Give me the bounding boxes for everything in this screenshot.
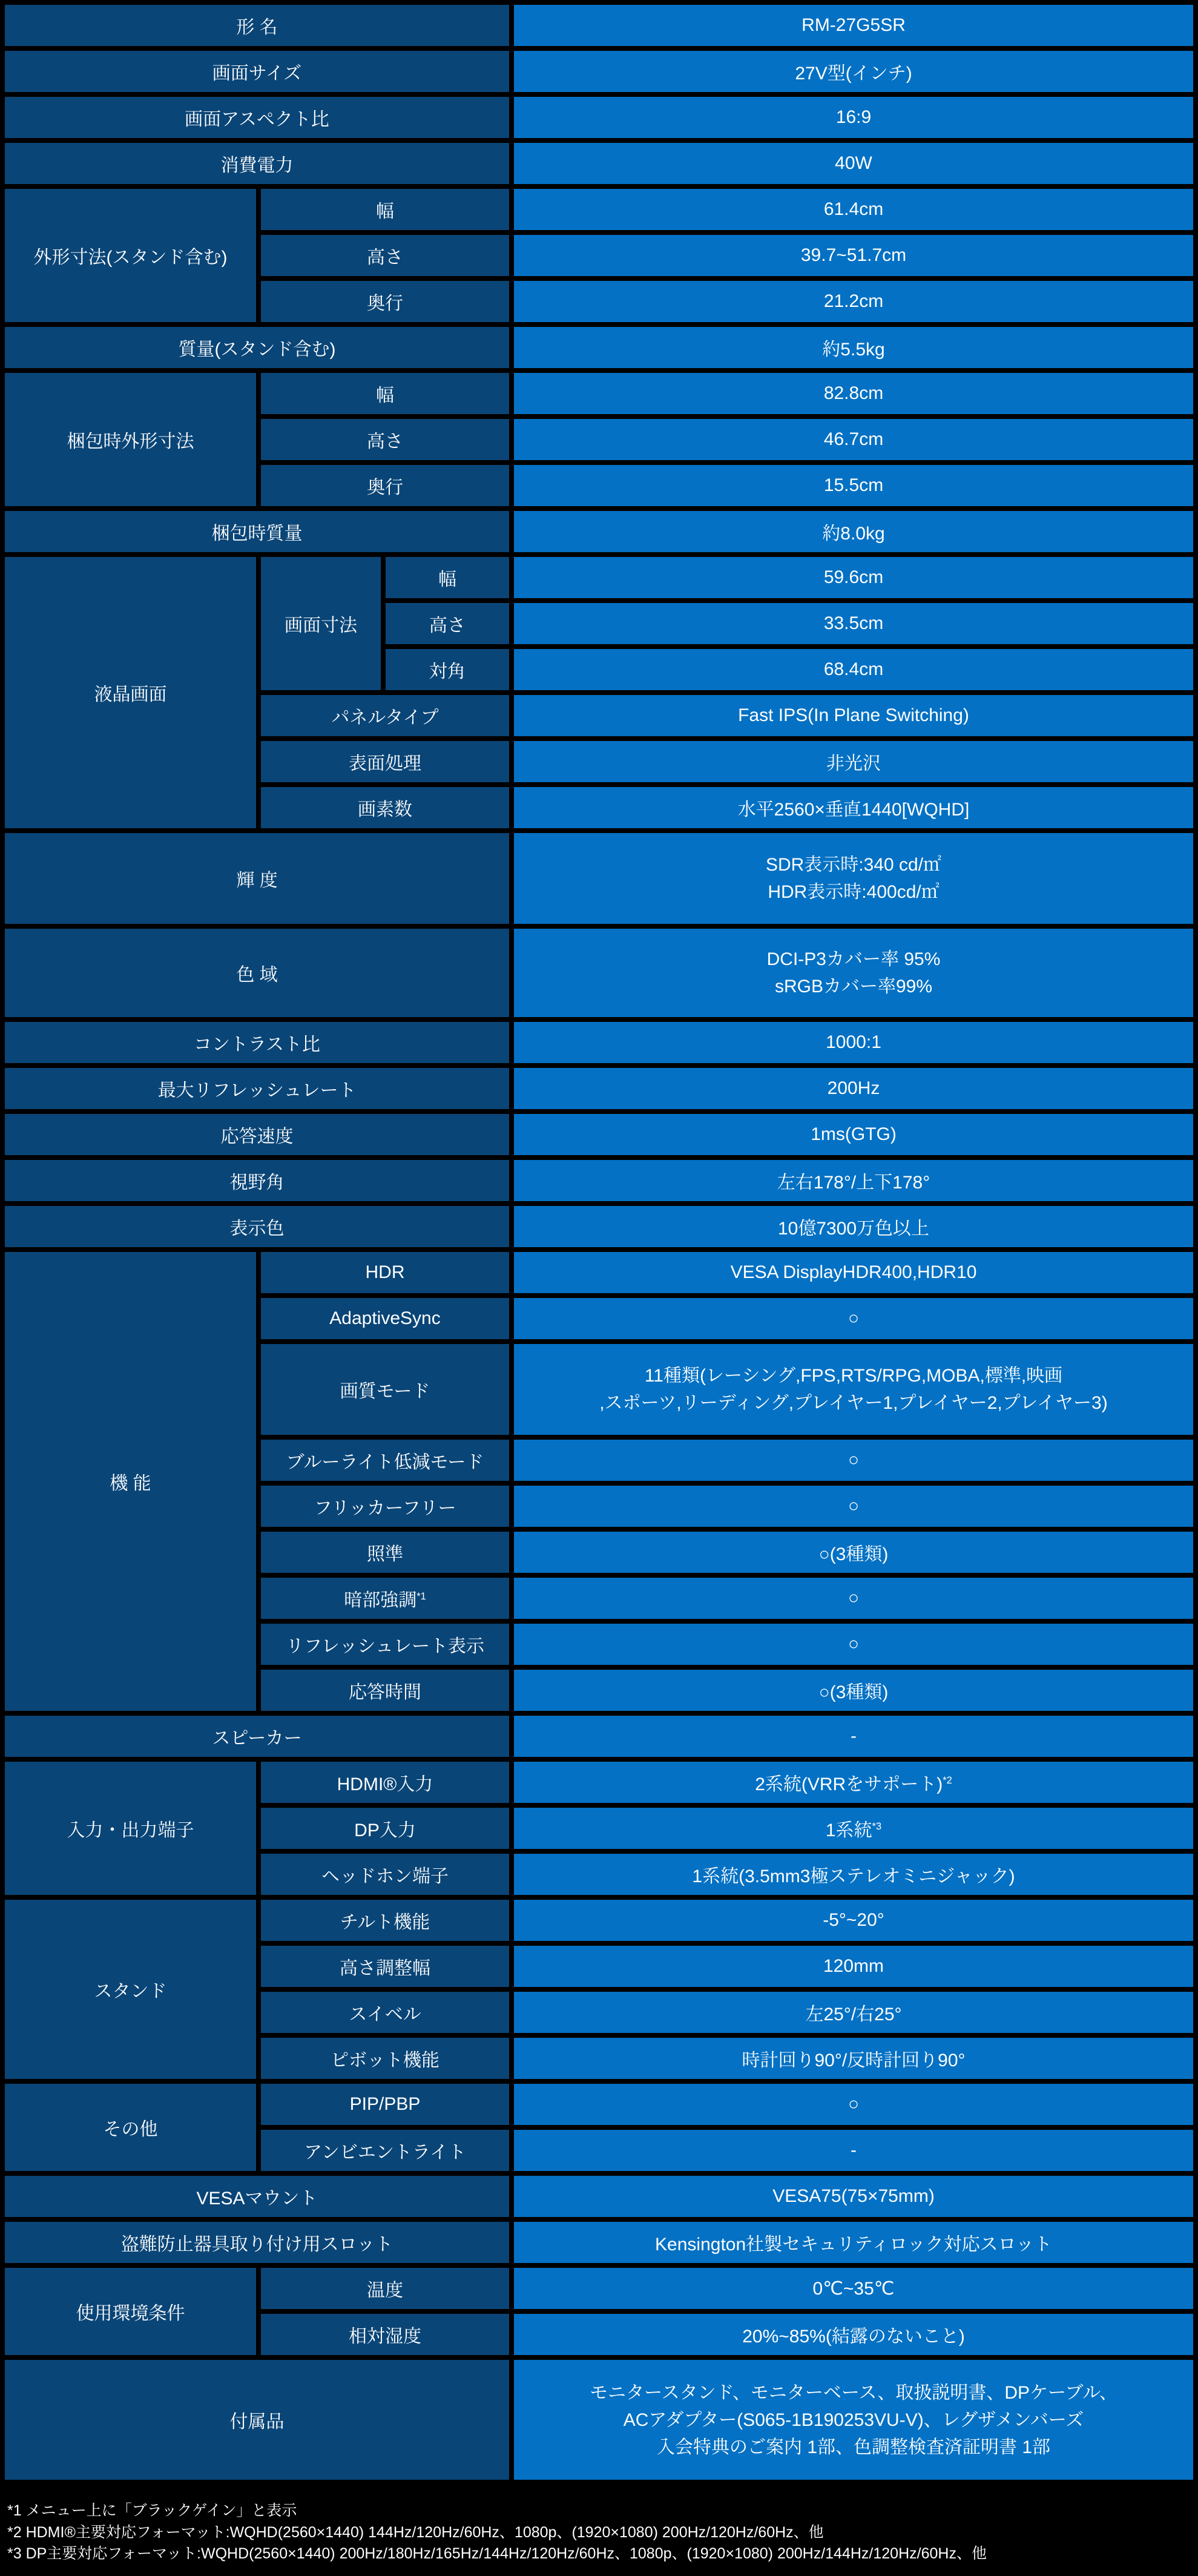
spec-label-cell: 画面サイズ bbox=[5, 51, 509, 92]
spec-label-cell: チルト機能 bbox=[261, 1900, 509, 1941]
spec-group-cell: 液晶画面 bbox=[5, 557, 256, 828]
spec-group-cell: 入力・出力端子 bbox=[5, 1762, 256, 1895]
spec-label-cell: 画素数 bbox=[261, 787, 509, 828]
table-row bbox=[5, 1252, 1193, 1293]
spec-label-cell: 最大リフレッシュレート bbox=[5, 1068, 509, 1109]
value-line: 入会特典のご案内 1部、色調整検査済証明書 1部 bbox=[656, 2437, 1051, 2457]
spec-label-cell: スイベル bbox=[261, 1992, 509, 2033]
table-row bbox=[5, 1762, 1193, 1803]
spec-value-cell: 0℃~35℃ bbox=[514, 2268, 1193, 2309]
value-line: sRGBカバー率99% bbox=[774, 977, 933, 996]
spec-value-cell: Fast IPS(In Plane Switching) bbox=[514, 695, 1193, 736]
spec-label-cell: 幅 bbox=[261, 373, 509, 414]
spec-value-text: 2系統(VRRをサポート) bbox=[755, 1774, 943, 1794]
spec-value-cell: 時計回り90°/反時計回り90° bbox=[514, 2038, 1193, 2079]
spec-value-cell: 200Hz bbox=[514, 1068, 1193, 1109]
table-row bbox=[5, 2360, 1193, 2480]
spec-label-cell: 高さ bbox=[386, 603, 509, 644]
table-row bbox=[5, 189, 1193, 230]
table-row bbox=[5, 97, 1193, 138]
spec-label-cell: 視野角 bbox=[5, 1160, 509, 1201]
spec-label-cell: パネルタイプ bbox=[261, 695, 509, 736]
value-line: SDR表示時:340 cd/㎡ bbox=[765, 855, 942, 875]
spec-label-cell: 画面アスペクト比 bbox=[5, 97, 509, 138]
spec-value-text: 1系統 bbox=[825, 1820, 872, 1840]
spec-value-cell: 水平2560×垂直1440[WQHD] bbox=[514, 787, 1193, 828]
spec-label-cell: 画質モード bbox=[261, 1344, 509, 1435]
spec-subgroup-cell: 画面寸法 bbox=[261, 557, 381, 690]
spec-label-cell: 応答時間 bbox=[261, 1670, 509, 1711]
spec-value-cell: 約8.0kg bbox=[514, 511, 1193, 552]
spec-label-cell: スピーカー bbox=[5, 1716, 509, 1757]
table-row bbox=[5, 5, 1193, 46]
table-row bbox=[5, 1160, 1193, 1201]
spec-value-cell: 40W bbox=[514, 143, 1193, 184]
table-row bbox=[5, 51, 1193, 92]
spec-label-cell: 表面処理 bbox=[261, 741, 509, 782]
spec-label-cell: VESAマウント bbox=[5, 2176, 509, 2217]
table-row bbox=[5, 1206, 1193, 1247]
spec-label-cell: HDMI®入力 bbox=[261, 1762, 509, 1803]
spec-value-cell: ○ bbox=[514, 1486, 1193, 1527]
spec-value-cell: 約5.5kg bbox=[514, 327, 1193, 368]
table-row bbox=[5, 1114, 1193, 1155]
spec-label-cell: 形 名 bbox=[5, 5, 509, 46]
spec-value-cell: 左右178°/上下178° bbox=[514, 1160, 1193, 1201]
spec-label-cell: コントラスト比 bbox=[5, 1022, 509, 1063]
spec-value-cell: RM-27G5SR bbox=[514, 5, 1193, 46]
spec-value-cell: 1000:1 bbox=[514, 1022, 1193, 1063]
spec-label-cell: 高さ bbox=[261, 419, 509, 460]
spec-value-cell: 1ms(GTG) bbox=[514, 1114, 1193, 1155]
spec-value-cell: 120mm bbox=[514, 1946, 1193, 1987]
table-row bbox=[5, 143, 1193, 184]
spec-value-cell: ○ bbox=[514, 1440, 1193, 1481]
spec-label-cell: 幅 bbox=[261, 189, 509, 230]
table-row bbox=[5, 1716, 1193, 1757]
spec-value-cell: 16:9 bbox=[514, 97, 1193, 138]
table-row bbox=[5, 1068, 1193, 1109]
spec-label-cell: 盗難防止器具取り付け用スロット bbox=[5, 2222, 509, 2263]
value-line: 11種類(レーシング,FPS,RTS/RPG,MOBA,標準,映画 bbox=[644, 1366, 1063, 1386]
table-row bbox=[5, 2084, 1193, 2125]
spec-value-cell: 21.2cm bbox=[514, 281, 1193, 322]
value-line: HDR表示時:400cd/㎡ bbox=[768, 882, 940, 902]
spec-value-cell: ○(3種類) bbox=[514, 1532, 1193, 1573]
spec-value-cell bbox=[514, 1808, 1193, 1849]
spec-value-cell: - bbox=[514, 1716, 1193, 1757]
table-row bbox=[5, 2176, 1193, 2217]
spec-label-cell: 対角 bbox=[386, 649, 509, 690]
value-line: ACアダプター(S065-1B190253VU-V)、レグザメンバーズ bbox=[623, 2410, 1084, 2430]
table-row bbox=[5, 511, 1193, 552]
spec-value-cell: 46.7cm bbox=[514, 419, 1193, 460]
spec-label-cell: ブルーライト低減モード bbox=[261, 1440, 509, 1481]
spec-label-cell: 奥行 bbox=[261, 281, 509, 322]
spec-value-cell: ○ bbox=[514, 2084, 1193, 2125]
spec-label-cell: リフレッシュレート表示 bbox=[261, 1624, 509, 1665]
spec-label-cell: 幅 bbox=[386, 557, 509, 598]
footnote-line: *2 HDMI®主要対応フォーマット:WQHD(2560×1440) 144Hz/120Hz/60Hz、1080p、(1920×1080) 200Hz/120Hz/60Hz、他 bbox=[7, 2523, 824, 2541]
table-row bbox=[5, 2268, 1193, 2309]
table-row bbox=[5, 1900, 1193, 1941]
spec-label-cell: 奥行 bbox=[261, 465, 509, 506]
spec-label-cell: フリッカーフリー bbox=[261, 1486, 509, 1527]
spec-value-cell bbox=[514, 1762, 1193, 1803]
spec-value-cell: ○ bbox=[514, 1624, 1193, 1665]
spec-group-cell: 梱包時外形寸法 bbox=[5, 373, 256, 506]
spec-value-cell: 27V型(インチ) bbox=[514, 51, 1193, 92]
spec-group-cell: スタンド bbox=[5, 1900, 256, 2079]
spec-value-cell bbox=[514, 1344, 1193, 1435]
spec-value-cell: -5°~20° bbox=[514, 1900, 1193, 1941]
footnote-marker: *2 bbox=[943, 1775, 952, 1786]
spec-label-cell: 輝 度 bbox=[5, 833, 509, 924]
spec-value-cell: 39.7~51.7cm bbox=[514, 235, 1193, 276]
spec-label-cell bbox=[261, 1578, 509, 1619]
spec-label-cell: ピボット機能 bbox=[261, 2038, 509, 2079]
table-row bbox=[5, 2222, 1193, 2263]
spec-label-cell: 消費電力 bbox=[5, 143, 509, 184]
spec-value-cell bbox=[514, 833, 1193, 924]
spec-value-cell: 82.8cm bbox=[514, 373, 1193, 414]
spec-label-cell: DP入力 bbox=[261, 1808, 509, 1849]
spec-label-cell: ヘッドホン端子 bbox=[261, 1854, 509, 1895]
spec-value-cell: 10億7300万色以上 bbox=[514, 1206, 1193, 1247]
value-line: DCI-P3カバー率 95% bbox=[766, 949, 941, 969]
footnote-line: *3 DP主要対応フォーマット:WQHD(2560×1440) 200Hz/180Hz/165Hz/144Hz/120Hz/60Hz、1080p、(1920×1080) 200Hz/144Hz/120Hz/60Hz、他 bbox=[7, 2545, 987, 2562]
footnote-marker: *3 bbox=[872, 1821, 882, 1832]
spec-value-cell bbox=[514, 929, 1193, 1017]
spec-group-cell: 使用環境条件 bbox=[5, 2268, 256, 2355]
spec-value-cell: VESA DisplayHDR400,HDR10 bbox=[514, 1252, 1193, 1293]
spec-value-cell: 1系統(3.5mm3極ステレオミニジャック) bbox=[514, 1854, 1193, 1895]
spec-value-cell: ○ bbox=[514, 1298, 1193, 1339]
table-row bbox=[5, 1022, 1193, 1063]
table-row bbox=[5, 833, 1193, 924]
value-line: モニタースタンド、モニターベース、取扱説明書、DPケーブル、 bbox=[590, 2382, 1117, 2403]
spec-label-cell: AdaptiveSync bbox=[261, 1298, 509, 1339]
spec-value-cell: ○(3種類) bbox=[514, 1670, 1193, 1711]
spec-value-cell: 左25°/右25° bbox=[514, 1992, 1193, 2033]
spec-value-cell: 59.6cm bbox=[514, 557, 1193, 598]
footnote-line: *1 メニュー上に「ブラックゲイン」と表示 bbox=[7, 2502, 297, 2519]
spec-value-cell: 33.5cm bbox=[514, 603, 1193, 644]
spec-label-cell: 温度 bbox=[261, 2268, 509, 2309]
spec-value-cell: 20%~85%(結露のないこと) bbox=[514, 2314, 1193, 2355]
table-row bbox=[5, 327, 1193, 368]
spec-label-cell: 質量(スタンド含む) bbox=[5, 327, 509, 368]
spec-value-cell: ○ bbox=[514, 1578, 1193, 1619]
spec-label-cell: PIP/PBP bbox=[261, 2084, 509, 2125]
spec-label-cell: 表示色 bbox=[5, 1206, 509, 1247]
spec-label-cell: 照準 bbox=[261, 1532, 509, 1573]
spec-label-cell: アンビエントライト bbox=[261, 2130, 509, 2171]
table-row bbox=[5, 557, 1193, 598]
table-row bbox=[5, 929, 1193, 1017]
spec-label-cell: HDR bbox=[261, 1252, 509, 1293]
spec-label-cell: 梱包時質量 bbox=[5, 511, 509, 552]
spec-label-cell: 色 域 bbox=[5, 929, 509, 1017]
spec-group-cell: 機 能 bbox=[5, 1252, 256, 1711]
spec-value-cell: 15.5cm bbox=[514, 465, 1193, 506]
spec-value-cell: Kensington社製セキュリティロック対応スロット bbox=[514, 2222, 1193, 2263]
spec-label-cell: 付属品 bbox=[5, 2360, 509, 2480]
spec-label-cell: 高さ bbox=[261, 235, 509, 276]
spec-group-cell: その他 bbox=[5, 2084, 256, 2171]
spec-value-cell: 61.4cm bbox=[514, 189, 1193, 230]
spec-label-cell: 高さ調整幅 bbox=[261, 1946, 509, 1987]
spec-label-cell: 相対湿度 bbox=[261, 2314, 509, 2355]
table-row bbox=[5, 373, 1193, 414]
value-line: ,スポーツ,リーディング,プレイヤー1,プレイヤー2,プレイヤー3) bbox=[599, 1393, 1108, 1413]
spec-label-text: 暗部強調 bbox=[344, 1590, 417, 1610]
spec-value-cell: 68.4cm bbox=[514, 649, 1193, 690]
footnote-marker: *1 bbox=[416, 1591, 426, 1602]
spec-value-cell bbox=[514, 2360, 1193, 2480]
spec-value-cell: 非光沢 bbox=[514, 741, 1193, 782]
spec-value-cell: - bbox=[514, 2130, 1193, 2171]
spec-group-cell: 外形寸法(スタンド含む) bbox=[5, 189, 256, 322]
spec-value-cell: VESA75(75×75mm) bbox=[514, 2176, 1193, 2217]
spec-label-cell: 応答速度 bbox=[5, 1114, 509, 1155]
footnotes bbox=[0, 2485, 1198, 2565]
